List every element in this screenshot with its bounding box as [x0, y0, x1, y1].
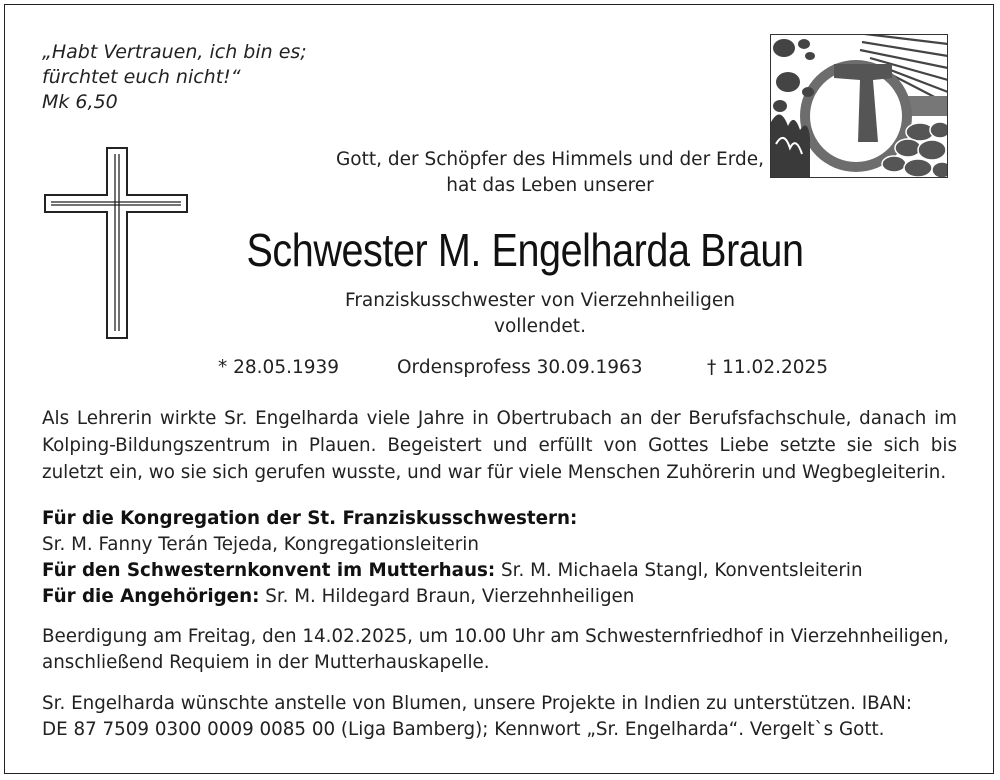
order-line-2: vollendet. [494, 316, 586, 337]
intro-line-1: Gott, der Schöpfer des Himmels und der Erde, [335, 149, 765, 170]
death-date: † 11.02.2025 [707, 357, 829, 378]
angehoerige-name: Sr. M. Hildegard Braun, Vierzehnheiligen [259, 586, 635, 607]
mourners-section [42, 506, 957, 610]
verse-reference: Mk 6,50 [42, 91, 118, 113]
order-text [270, 288, 810, 340]
donation-line-1: Sr. Engelharda wünschte anstelle von Blumen, unsere Projekte in Indien zu unterstützen. IBAN: [42, 693, 912, 714]
verse-line-1: „Habt Vertrauen, ich bin es; [42, 41, 307, 63]
deceased-name: Schwester M. Engelharda Braun [246, 224, 804, 276]
funeral-line-2: anschließend Requiem in der Mutterhauskapelle. [42, 652, 490, 673]
funeral-line-1: Beerdigung am Freitag, den 14.02.2025, um 10.00 Uhr am Schwesternfriedhof in Vierzehnheiligen, [42, 626, 949, 647]
kongregation-label: Für die Kongregation der St. Franziskusschwestern: [42, 508, 578, 529]
intro-text [280, 147, 820, 199]
profession-date: Ordensprofess 30.09.1963 [397, 357, 643, 378]
cross-icon [42, 146, 190, 340]
birth-date: * 28.05.1939 [218, 357, 340, 378]
intro-line-2: hat das Leben unserer [446, 175, 654, 196]
verse-line-2: fürchtet euch nicht!“ [42, 66, 241, 88]
konvent-label: Für den Schwesternkonvent im Mutterhaus: [42, 560, 496, 581]
biography-paragraph: Als Lehrerin wirkte Sr. Engelharda viele Jahre in Obertrubach an der Berufsfachschule, danach im Kolping-Bildungszentrum in Plauen. Begeistert und erfüllt von Gottes Liebe setzte sie sich bis zuletzt ein, wo sie sich gerufen wusste, und war für viele Menschen Zuhörerin und Wegbegleiterin. [42, 408, 957, 483]
funeral-info [42, 624, 957, 676]
order-line-1: Franziskusschwester von Vierzehnheiligen [345, 290, 735, 311]
konvent-name: Sr. M. Michaela Stangl, Konventsleiterin [495, 560, 863, 581]
angehoerige-label: Für die Angehörigen: [42, 586, 260, 607]
kongregation-name: Sr. M. Fanny Terán Tejeda, Kongregationsleiterin [42, 534, 479, 555]
bible-verse [42, 40, 307, 115]
donation-info [42, 691, 957, 743]
donation-line-2: DE 87 7509 0300 0009 0085 00 (Liga Bamberg); Kennwort „Sr. Engelharda“. Vergelt`s Gott. [42, 719, 885, 740]
